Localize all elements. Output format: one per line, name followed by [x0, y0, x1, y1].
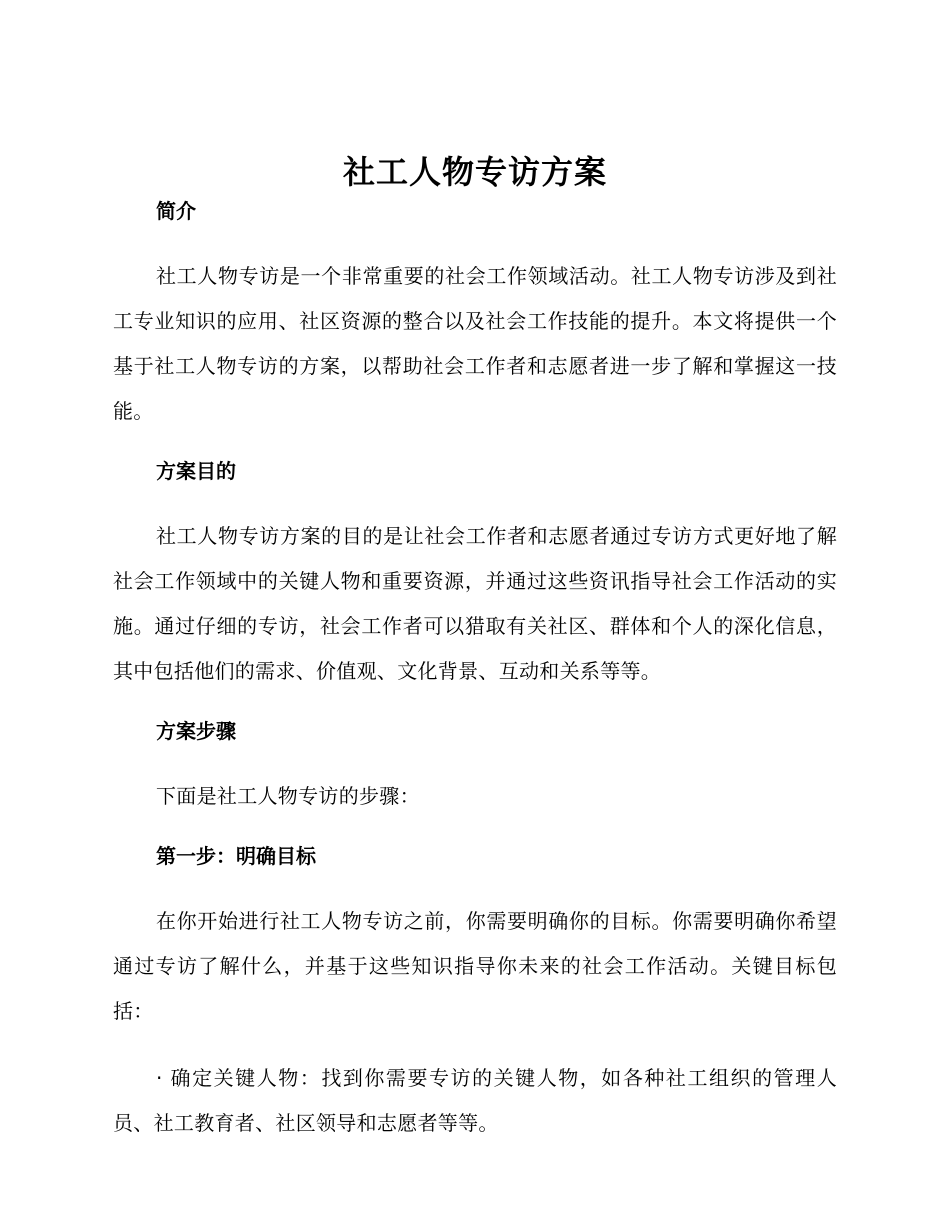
- section-heading-purpose: 方案目的: [156, 459, 236, 483]
- section-heading-step-one: 第一步：明确目标: [156, 844, 316, 868]
- section-paragraph-intro: 社工人物专访是一个非常重要的社会工作领域活动。社工人物专访涉及到社工专业知识的应用、社区资源的整合以及社会工作技能的提升。本文将提供一个基于社工人物专访的方案，以帮助社会工作者和志愿者进一步了解和掌握这一技能。: [113, 264, 837, 423]
- section-paragraph-purpose: 社工人物专访方案的目的是让社会工作者和志愿者通过专访方式更好地了解社会工作领域中的关键人物和重要资源，并通过这些资讯指导社会工作活动的实施。通过仔细的专访，社会工作者可以猎取有关社区、群体和个人的深化信息，其中包括他们的需求、价值观、文化背景、互动和关系等等。: [113, 524, 837, 683]
- section-heading-intro: 简介: [156, 199, 196, 223]
- bullet-item-key-people: · 确定关键人物：找到你需要专访的关键人物，如各种社工组织的管理人员、社工教育者、社区领导和志愿者等等。: [113, 1066, 837, 1135]
- section-paragraph-step-one: 在你开始进行社工人物专访之前，你需要明确你的目标。你需要明确你希望通过专访了解什么，并基于这些知识指导你未来的社会工作活动。关键目标包括：: [113, 909, 837, 1023]
- section-heading-steps: 方案步骤: [156, 719, 236, 743]
- section-paragraph-steps: 下面是社工人物专访的步骤：: [156, 784, 420, 808]
- document-title: 社工人物专访方案: [342, 153, 607, 191]
